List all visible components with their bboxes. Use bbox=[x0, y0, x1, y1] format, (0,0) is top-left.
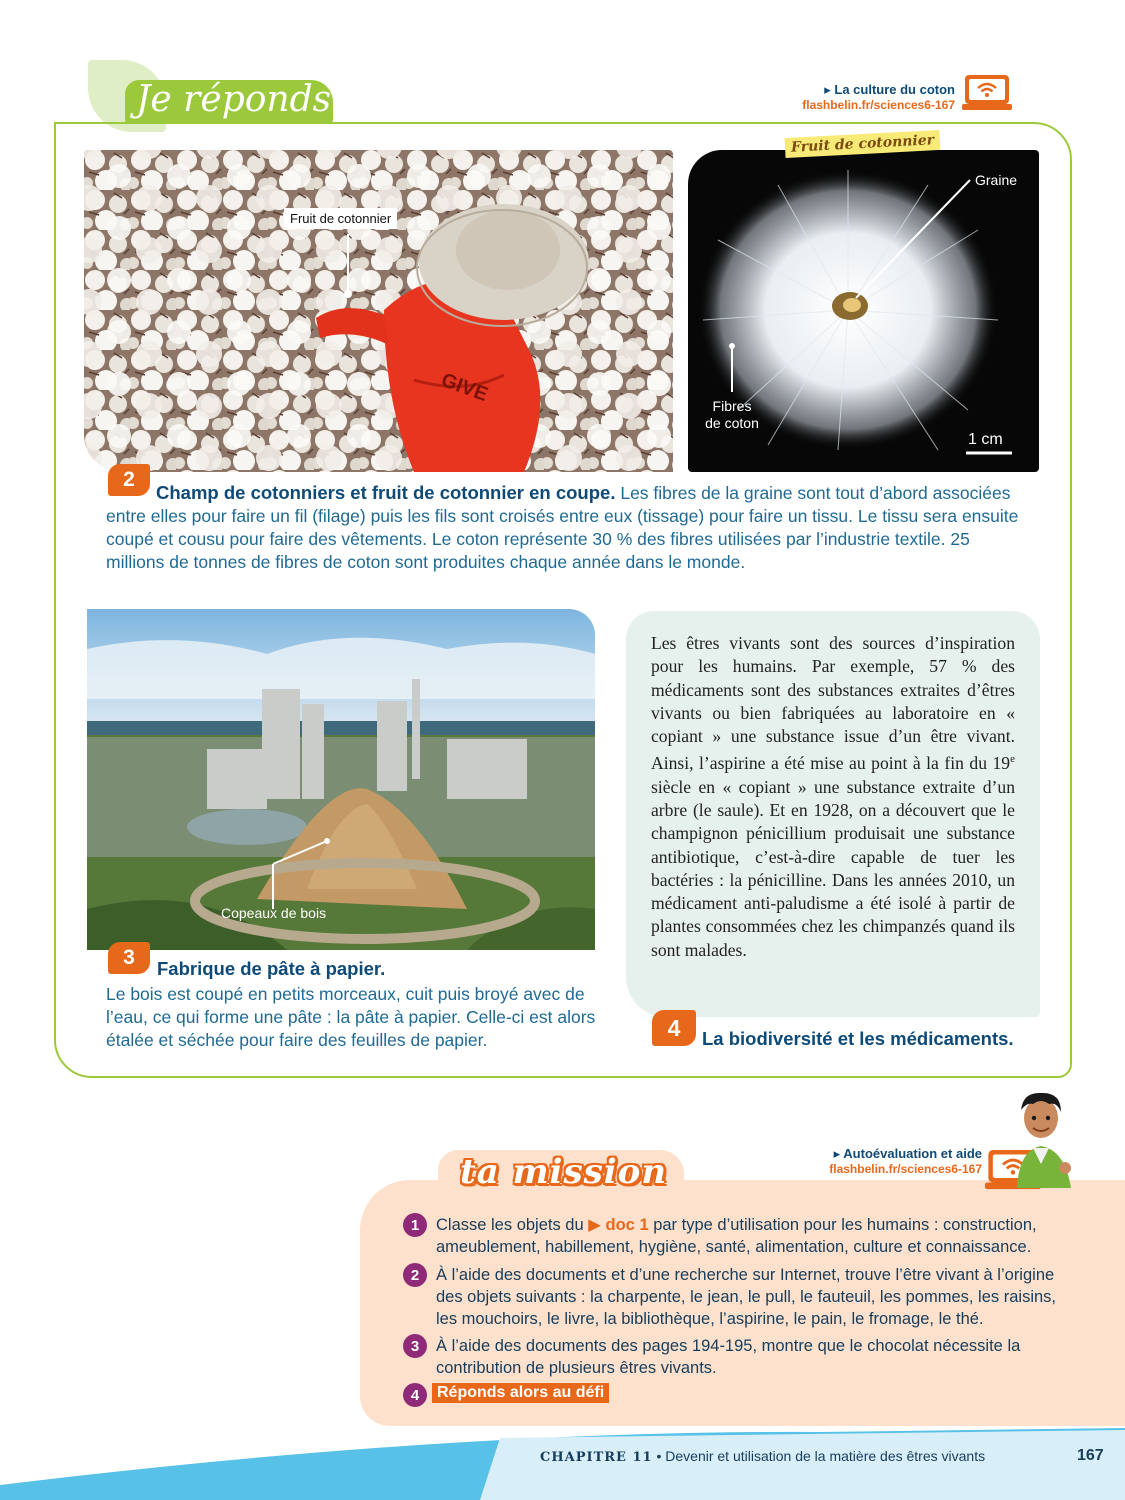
svg-text:GIVE: GIVE bbox=[438, 369, 491, 407]
question-1: Classe les objets du ▶ doc 1 par type d’utilisation pour les humains : construction, ameublement, habillement, hygiène, santé, alimentation, culture et connaissance. bbox=[436, 1216, 1037, 1256]
doc2-title: Champ de cotonniers et fruit de cotonnier en coupe. bbox=[156, 482, 616, 503]
fibres-label: Fibres de coton bbox=[705, 398, 759, 431]
doc4-title: La biodiversité et les médicaments. bbox=[702, 1028, 1014, 1049]
computer-wifi-icon[interactable] bbox=[962, 73, 1012, 111]
doc1-reference-link[interactable]: ▶ doc 1 bbox=[588, 1216, 649, 1234]
seed-label: Graine bbox=[975, 172, 1018, 188]
play-triangle-icon: ▸ bbox=[833, 1146, 844, 1161]
question-2: À l’aide des documents et d’une recherche sur Internet, trouve l’être vivant à l’origine des objets suivants : la charpente, le jean, le pull, le fauteuil, les pommes, les raisins, les mouchoirs, le livre, la bibliothèque, l’aspirine, le pain, le fromage, le thé. bbox=[436, 1266, 1056, 1328]
play-triangle-icon: ▸ bbox=[824, 82, 835, 97]
cotton-fruit-label: Fruit de cotonnier bbox=[284, 208, 397, 229]
weblink-url[interactable]: flashbelin.fr/sciences6-167 bbox=[802, 98, 955, 112]
doc3-text: Le bois est coupé en petits morceaux, cuit puis broyé avec de l’eau, ce qui forme une pâte : la pâte à papier. Celle-ci est alors étalée et séchée pour faire des feuilles de papier. bbox=[106, 984, 596, 1050]
doc3-title: Fabrique de pâte à papier. bbox=[157, 958, 386, 979]
doc3-number-badge: 3 bbox=[108, 942, 150, 974]
wood-chips-label: Copeaux de bois bbox=[221, 905, 327, 921]
doc4-number-badge: 4 bbox=[652, 1010, 696, 1046]
student-character-illustration bbox=[1005, 1088, 1077, 1188]
footer-chapter: CHAPITRE 11 • Devenir et utilisation de la matière des êtres vivants bbox=[540, 1448, 986, 1465]
page-number: 167 bbox=[1077, 1447, 1104, 1464]
cotton-field-photo bbox=[84, 150, 673, 472]
weblink-url[interactable]: flashbelin.fr/sciences6-167 bbox=[829, 1162, 982, 1176]
cotton-fruit-photo bbox=[688, 150, 1039, 472]
weblink-autoevaluation[interactable]: ▸ Autoévaluation et aide flashbelin.fr/sciences6-167 bbox=[829, 1146, 982, 1176]
cotton-fruit-tag: Fruit de cotonnier bbox=[785, 130, 941, 158]
mission-title: ta mission bbox=[460, 1152, 668, 1192]
question-3: À l’aide des documents des pages 194-195, montre que le chocolat nécessite la contribution de plusieurs êtres vivants. bbox=[436, 1337, 1021, 1377]
scale-label: 1 cm bbox=[968, 431, 1003, 448]
doc4-text: Les êtres vivants sont des sources d’inspiration pour les humains. Par exemple, 57 % des médicaments sont des substances extraites d’êtres vivants ou bien fabriquées au laboratoire en « copiant » une substance issue d’un être vivant. Ainsi, l’aspirine a été mise au point à la fin du 19e siècle en « copiant » une substance extraite d’un arbre (le saule). Et en 1928, on a découvert que le champignon pénicillium produisait une substance antibiotique, c’est-à-dire capable de tuer les bactéries : la pénicilline. Dans les années 2010, un médicament anti-paludisme a été isolé à partir de plantes consommées chez les chimpanzés quand ils sont malades. bbox=[651, 633, 1015, 960]
question-3-number: 3 bbox=[403, 1334, 427, 1358]
question-4-challenge: Réponds alors au défi bbox=[432, 1383, 609, 1403]
question-1-number: 1 bbox=[403, 1213, 427, 1237]
question-4-number: 4 bbox=[403, 1383, 427, 1407]
question-2-number: 2 bbox=[403, 1263, 427, 1287]
weblink-culture-coton[interactable]: ▸ La culture du coton flashbelin.fr/sciences6-167 bbox=[802, 82, 955, 112]
page-title: Je réponds bbox=[136, 79, 332, 120]
doc2-text: Les fibres de la graine sont tout d’abord associées entre elles pour faire un fil (filage) puis les fils sont croisés entre eux (tissage) pour faire un tissu. Le tissu sera ensuite coupé et cousu pour faire des vêtements. Le coton représente 30 % des fibres utilisées par l’industrie textile. 25 millions de tonnes de fibres de coton sont produites chaque année dans le monde. bbox=[106, 483, 1019, 572]
doc2-number-badge: 2 bbox=[108, 464, 150, 496]
doc2-caption bbox=[106, 481, 1024, 574]
paper-mill-photo bbox=[87, 609, 595, 950]
